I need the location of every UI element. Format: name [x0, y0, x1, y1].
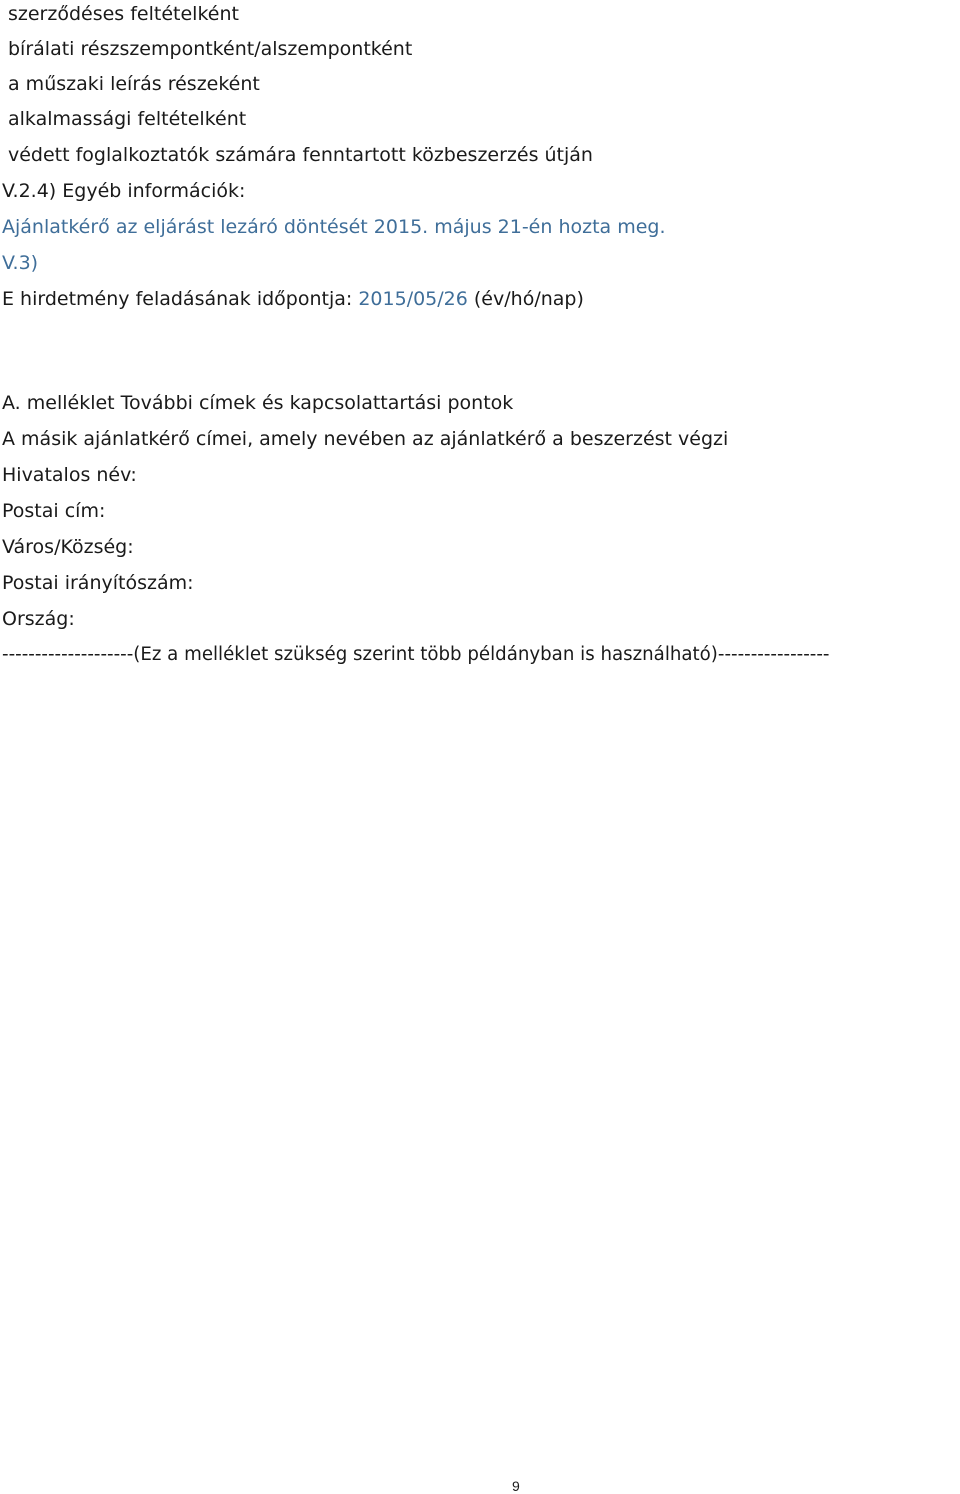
- list-item-contract-condition: szerződéses feltételként: [8, 3, 239, 25]
- field-postal-address: Postai cím:: [2, 500, 106, 522]
- page-number: 9: [512, 1478, 520, 1494]
- list-item-technical-description: a műszaki leírás részeként: [8, 73, 260, 95]
- section-v24-heading: V.2.4) Egyéb információk:: [2, 180, 246, 202]
- section-v24-text: Ajánlatkérő az eljárást lezáró döntését 2015. május 21-én hozta meg.: [2, 216, 666, 238]
- field-postal-code: Postai irányítószám:: [2, 572, 194, 594]
- section-v3-heading: V.3): [2, 252, 39, 274]
- date-label: E hirdetmény feladásának időpontja:: [2, 288, 359, 310]
- list-item-sheltered-employment: védett foglalkoztatók számára fenntartott közbeszerzés útján: [8, 144, 593, 166]
- field-country: Ország:: [2, 608, 75, 630]
- annex-note: --------------------(Ez a melléklet szükség szerint több példányban is használható)-----------------: [2, 644, 830, 665]
- list-item-evaluation-subcriterion: bírálati részszempontként/alszempontként: [8, 38, 413, 60]
- annex-a-subtitle: A másik ajánlatkérő címei, amely nevében az ajánlatkérő a beszerzést végzi: [2, 428, 729, 450]
- section-v3-date-line: [2, 287, 584, 311]
- field-official-name: Hivatalos név:: [2, 464, 137, 486]
- field-city: Város/Község:: [2, 536, 134, 558]
- date-format: (év/hó/nap): [467, 288, 584, 310]
- annex-a-title: A. melléklet További címek és kapcsolattartási pontok: [2, 392, 514, 414]
- dispatch-date: 2015/05/26: [358, 288, 468, 310]
- list-item-suitability-condition: alkalmassági feltételként: [8, 108, 247, 130]
